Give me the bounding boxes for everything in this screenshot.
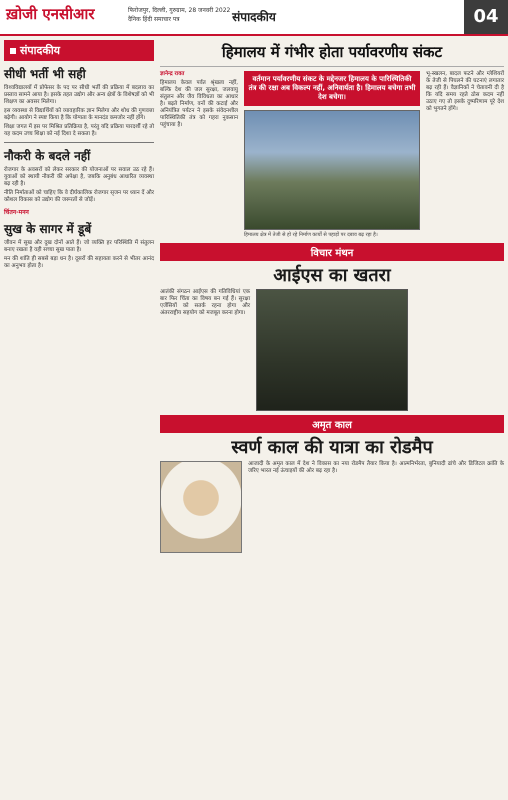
is-para: आतंकी संगठन आईएस की गतिविधियां एक बार फिर चिंता का विषय बन गई हैं। सुरक्षा एजेंसियों को सतर्क रहना होगा और अंतरराष्ट्रीय सहयोग को मजबूत करना होगा। xyxy=(160,288,250,316)
byline: ज्ञानेन्द्र रावत xyxy=(160,71,185,77)
soldiers-image xyxy=(256,289,408,411)
divider xyxy=(4,142,154,143)
main-story-col2 xyxy=(244,71,420,239)
story1-para: विश्वविद्यालयों में प्रोफेसर के पद पर सीधी भर्ती की प्रक्रिया में बदलाव का प्रस्ताव सामने आया है। इसके तहत उद्योग और अन्य क्षेत्रों के विशेषज्ञों को भी शिक्षण का अवसर मिलेगा। xyxy=(4,85,154,105)
story2-para: नीति निर्माताओं को चाहिए कि वे दीर्घकालिक रोजगार सृजन पर ध्यान दें और कौशल विकास को उद्योग की जरूरतों से जोड़ें। xyxy=(4,190,154,203)
amrit-band: अमृत काल xyxy=(160,415,504,433)
story1-para: शिक्षा जगत में इस पर मिश्रित प्रतिक्रिया है, परंतु यदि प्रक्रिया पारदर्शी रहे तो यह कदम उच्च शिक्षा को नई दिशा दे सकता है। xyxy=(4,124,154,137)
editorial-header xyxy=(4,40,154,61)
masthead xyxy=(0,0,508,36)
main-headline: हिमालय में गंभीर होता पर्यावरणीय संकट xyxy=(160,40,504,67)
is-text-right xyxy=(414,289,504,411)
story3-headline: सुख के सागर में डूबें xyxy=(4,222,92,236)
is-row xyxy=(160,289,504,411)
brand-logo: ख़ोजी एनसीआर xyxy=(6,5,95,23)
leader-photo xyxy=(160,461,242,553)
story1-headline: सीधी भर्ती भी सही xyxy=(4,67,86,81)
main-para: भू-स्खलन, बादल फटने और ग्लेशियरों के तेजी से पिघलने की घटनाएं लगातार बढ़ रही हैं। वैज्ञानिकों ने चेतावनी दी है कि यदि समय रहते ठोस कदम नहीं उठाए गए तो इसके दुष्परिणाम पूरे देश को भुगतने होंगे। xyxy=(426,71,504,112)
main-story-col3 xyxy=(426,71,504,239)
image-caption: हिमालय क्षेत्र में तेजी से हो रहे निर्माण कार्यों से पहाड़ों पर दबाव बढ़ रहा है। xyxy=(244,232,378,238)
story1-para: इस व्यवस्था से विद्यार्थियों को व्यावहारिक ज्ञान मिलेगा और शोध की गुणवत्ता बढ़ेगी। आयोग ने स्पष्ट किया है कि योग्यता के मानदंड कमजोर नहीं होंगे। xyxy=(4,108,154,121)
edition-meta xyxy=(128,6,230,24)
paper-type: दैनिक हिंदी समाचार पत्र xyxy=(128,16,180,23)
is-headline: आईएस का खतरा xyxy=(273,264,391,286)
is-text xyxy=(160,289,250,411)
page-number: 04 xyxy=(464,0,508,34)
edition-line: फिरोजपुर, दिल्ली, गुरुग्राम, 28 जनवरी 2022 xyxy=(128,7,231,14)
roadmap-text xyxy=(248,461,504,553)
square-icon xyxy=(10,48,16,54)
main-para: हिमालय केवल पर्वत श्रृंखला नहीं, बल्कि देश की जल सुरक्षा, जलवायु संतुलन और जैव विविधता का आधार है। बढ़ते निर्माण, वनों की कटाई और अनियंत्रित पर्यटन ने इसके संवेदनशील पारिस्थितिकी तंत्र को गहरा नुकसान पहुंचाया है। xyxy=(160,80,238,128)
story3-para: मन की शांति ही सबसे बड़ा धन है। दूसरों की सहायता करने से भीतर आनंद का अनुभव होता है। xyxy=(4,256,154,269)
story3-body xyxy=(4,240,154,270)
vichar-band: विचार मंथन xyxy=(160,243,504,261)
story2-headline: नौकरी के बदले नहीं xyxy=(4,149,91,163)
story2-para: रोजगार के अवसरों को लेकर सरकार की योजनाओं पर सवाल उठ रहे हैं। युवाओं को स्थायी नौकरी की अपेक्षा है, जबकि अनुबंध आधारित व्यवस्था बढ़ रही है। xyxy=(4,167,154,187)
main-story-row xyxy=(160,71,504,239)
story3-para: जीवन में सुख और दुख दोनों आते हैं। जो व्यक्ति हर परिस्थिति में संतुलन बनाए रखता है वही सच्चा सुख पाता है। xyxy=(4,240,154,253)
story1-body xyxy=(4,85,154,138)
roadmap-headline: स्वर्ण काल की यात्रा का रोडमैप xyxy=(231,436,433,458)
roadmap-row xyxy=(160,461,504,553)
main-story-col1 xyxy=(160,71,238,239)
left-column xyxy=(4,40,154,796)
story2-body xyxy=(4,167,154,204)
himalaya-image xyxy=(244,110,420,230)
chintan-tag: चिंतन-मनन xyxy=(4,209,29,216)
editorial-label: संपादकीय xyxy=(20,44,61,57)
section-title: संपादकीय xyxy=(232,10,276,24)
lead-box: वर्तमान पर्यावरणीय संकट के मद्देनजर हिमालय के पारिस्थितिकी तंत्र की रक्षा अब विकल्प नहीं, अनिवार्यता है। हिमालय बचेगा तभी देश बचेगा। xyxy=(244,71,420,106)
main-column xyxy=(160,40,504,796)
roadmap-para: आजादी के अमृत काल में देश ने विकास का नया रोडमैप तैयार किया है। आत्मनिर्भरता, बुनियादी ढांचे और डिजिटल क्रांति के जरिए भारत नई ऊंचाइयों की ओर बढ़ रहा है। xyxy=(248,460,504,474)
